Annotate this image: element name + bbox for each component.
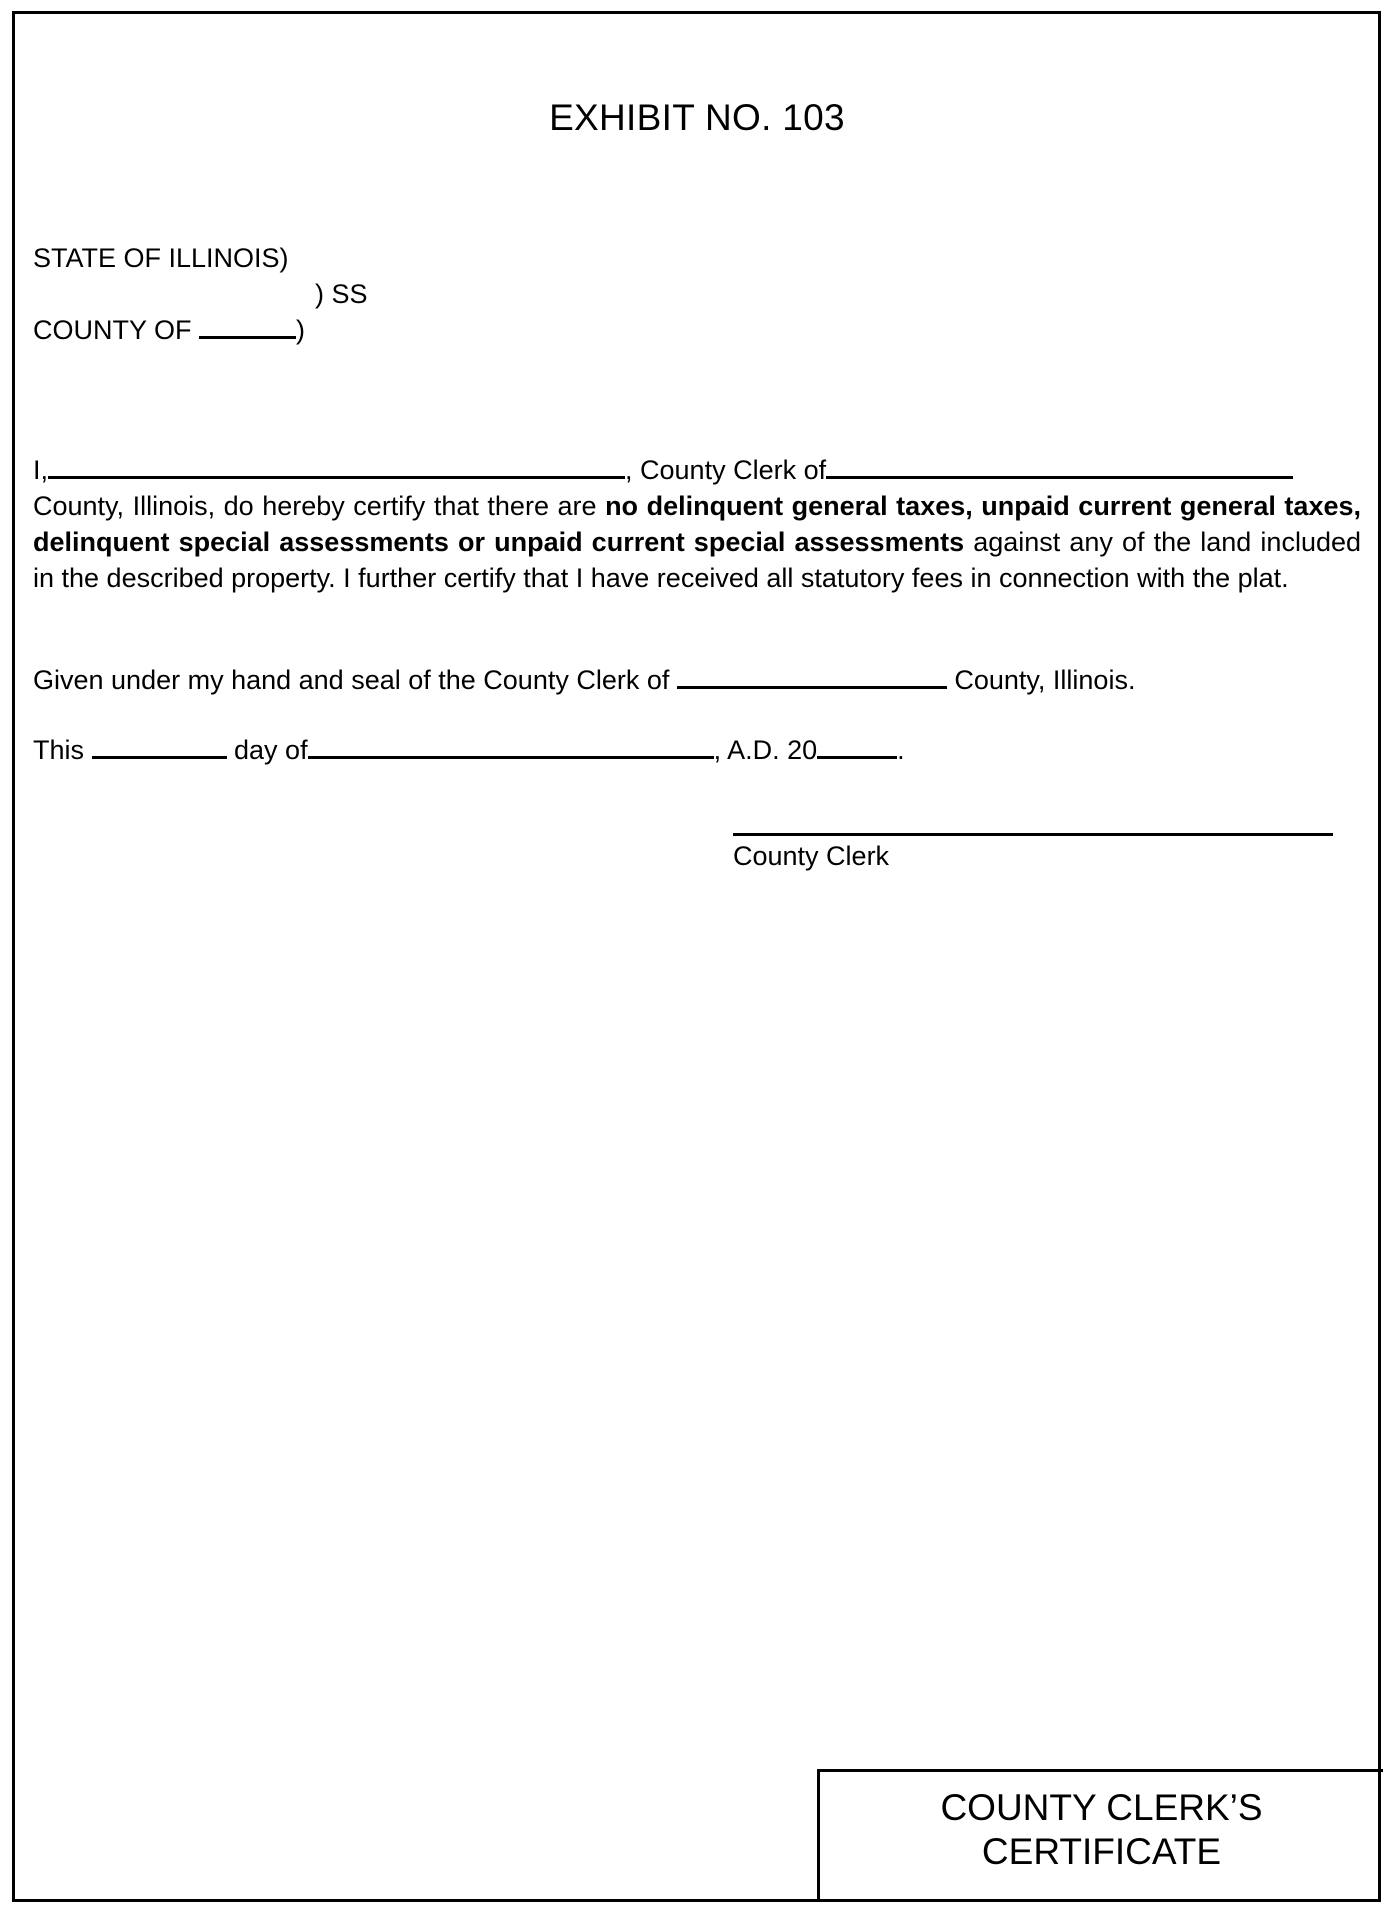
- date-this: This: [33, 735, 92, 765]
- intro-mid: , County Clerk of: [625, 455, 827, 485]
- title-block-line-1: COUNTY CLERK’S: [940, 1787, 1263, 1828]
- date-line: [33, 732, 905, 768]
- signature-label: County Clerk: [733, 841, 890, 871]
- ss-line: ) SS: [315, 279, 368, 309]
- clerk-name-line: [33, 452, 1361, 488]
- certificate-paragraph: [33, 452, 1361, 596]
- date-ad: , A.D. 20: [713, 735, 818, 765]
- certify-text-2: against any of the land included in the described property. I further certify that I have received all statutory fees in connection with the plat.: [33, 527, 1362, 593]
- county-suffix: ): [296, 315, 306, 345]
- exhibit-title: EXHIBIT NO. 103: [549, 97, 845, 138]
- venue-block: [33, 240, 368, 348]
- certify-bold-text: no delinquent general taxes, unpaid current general taxes, delinquent special assessments or unpaid current special assessments: [33, 491, 1361, 557]
- month-blank[interactable]: [308, 732, 714, 759]
- given-prefix: Given under my hand and seal of the County Clerk of: [33, 665, 677, 695]
- state-line: STATE OF ILLINOIS): [33, 243, 289, 273]
- county-prefix: COUNTY OF: [33, 315, 200, 345]
- certification-text: [33, 488, 1361, 596]
- year-blank[interactable]: [817, 732, 897, 759]
- county-name-blank[interactable]: [826, 452, 1293, 479]
- given-suffix: County, Illinois.: [946, 665, 1136, 695]
- given-county-blank[interactable]: [677, 662, 947, 689]
- given-line: [33, 662, 1135, 698]
- intro-prefix: I,: [33, 455, 49, 485]
- certify-text-1: County, Illinois, do hereby certify that there are: [33, 491, 606, 521]
- title-block-line-2: CERTIFICATE: [981, 1831, 1222, 1872]
- date-day-of: day of: [226, 735, 308, 765]
- title-block: [817, 1769, 1383, 1902]
- day-blank[interactable]: [92, 732, 227, 759]
- clerk-name-blank[interactable]: [48, 452, 625, 479]
- county-blank[interactable]: [199, 312, 296, 339]
- date-end: .: [897, 735, 905, 765]
- signature-line[interactable]: [733, 833, 1333, 836]
